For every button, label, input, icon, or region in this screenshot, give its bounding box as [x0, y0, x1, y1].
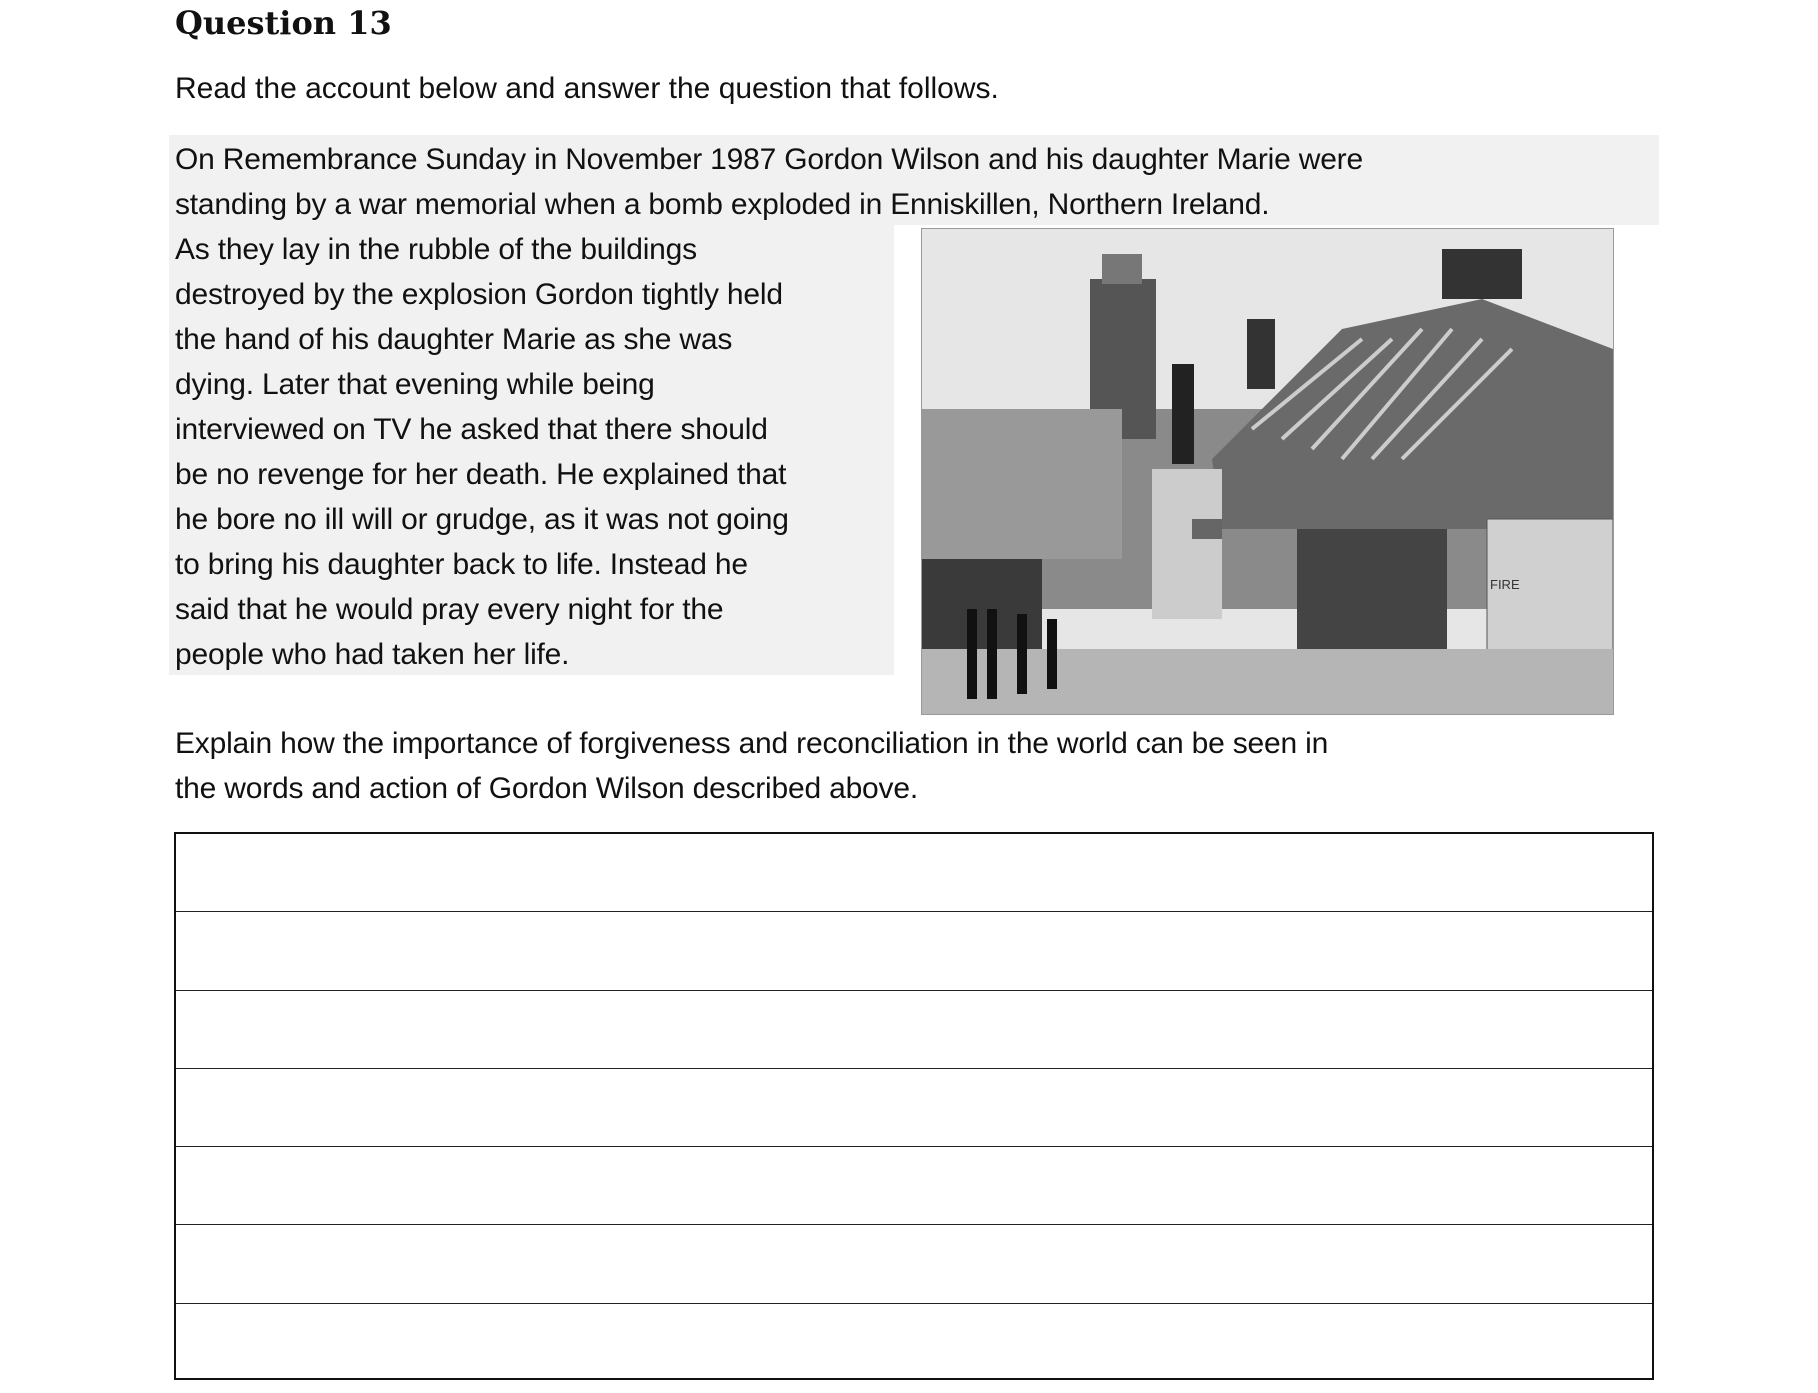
- answer-line[interactable]: [176, 1225, 1652, 1303]
- account-line: people who had taken her life.: [175, 638, 570, 671]
- account-line: to bring his daughter back to life. Instead he: [175, 548, 748, 581]
- question-title: Question 13: [175, 4, 392, 42]
- account-line: destroyed by the explosion Gordon tightly held: [175, 278, 783, 311]
- answer-line[interactable]: [176, 991, 1652, 1069]
- account-line: dying. Later that evening while being: [175, 368, 655, 401]
- account-line: As they lay in the rubble of the buildings: [175, 233, 697, 266]
- question-prompt: [175, 721, 1328, 811]
- answer-line[interactable]: [176, 912, 1652, 990]
- answer-line[interactable]: [176, 1147, 1652, 1225]
- enniskillen-bombing-photo: [921, 228, 1614, 715]
- account-line: said that he would pray every night for the: [175, 593, 724, 626]
- answer-box[interactable]: [174, 832, 1654, 1380]
- account-line: On Remembrance Sunday in November 1987 Gordon Wilson and his daughter Marie were: [175, 143, 1363, 176]
- account-line: standing by a war memorial when a bomb exploded in Enniskillen, Northern Ireland.: [175, 188, 1270, 221]
- prompt-line: Explain how the importance of forgiveness and reconciliation in the world can be seen in: [175, 727, 1329, 760]
- answer-line[interactable]: [176, 834, 1652, 912]
- account-intro: [175, 137, 1363, 227]
- answer-line[interactable]: [176, 1069, 1652, 1147]
- account-line: be no revenge for her death. He explained that: [175, 458, 787, 491]
- prompt-line: the words and action of Gordon Wilson described above.: [175, 772, 918, 805]
- account-body: [175, 227, 789, 677]
- fire-label: FIRE: [1490, 577, 1520, 592]
- instruction: Read the account below and answer the question that follows.: [175, 72, 999, 105]
- answer-line[interactable]: [176, 1304, 1652, 1382]
- account-line: the hand of his daughter Marie as she was: [175, 323, 733, 356]
- photo-illustration: [922, 229, 1613, 714]
- account-line: he bore no ill will or grudge, as it was not going: [175, 503, 789, 536]
- account-line: interviewed on TV he asked that there should: [175, 413, 768, 446]
